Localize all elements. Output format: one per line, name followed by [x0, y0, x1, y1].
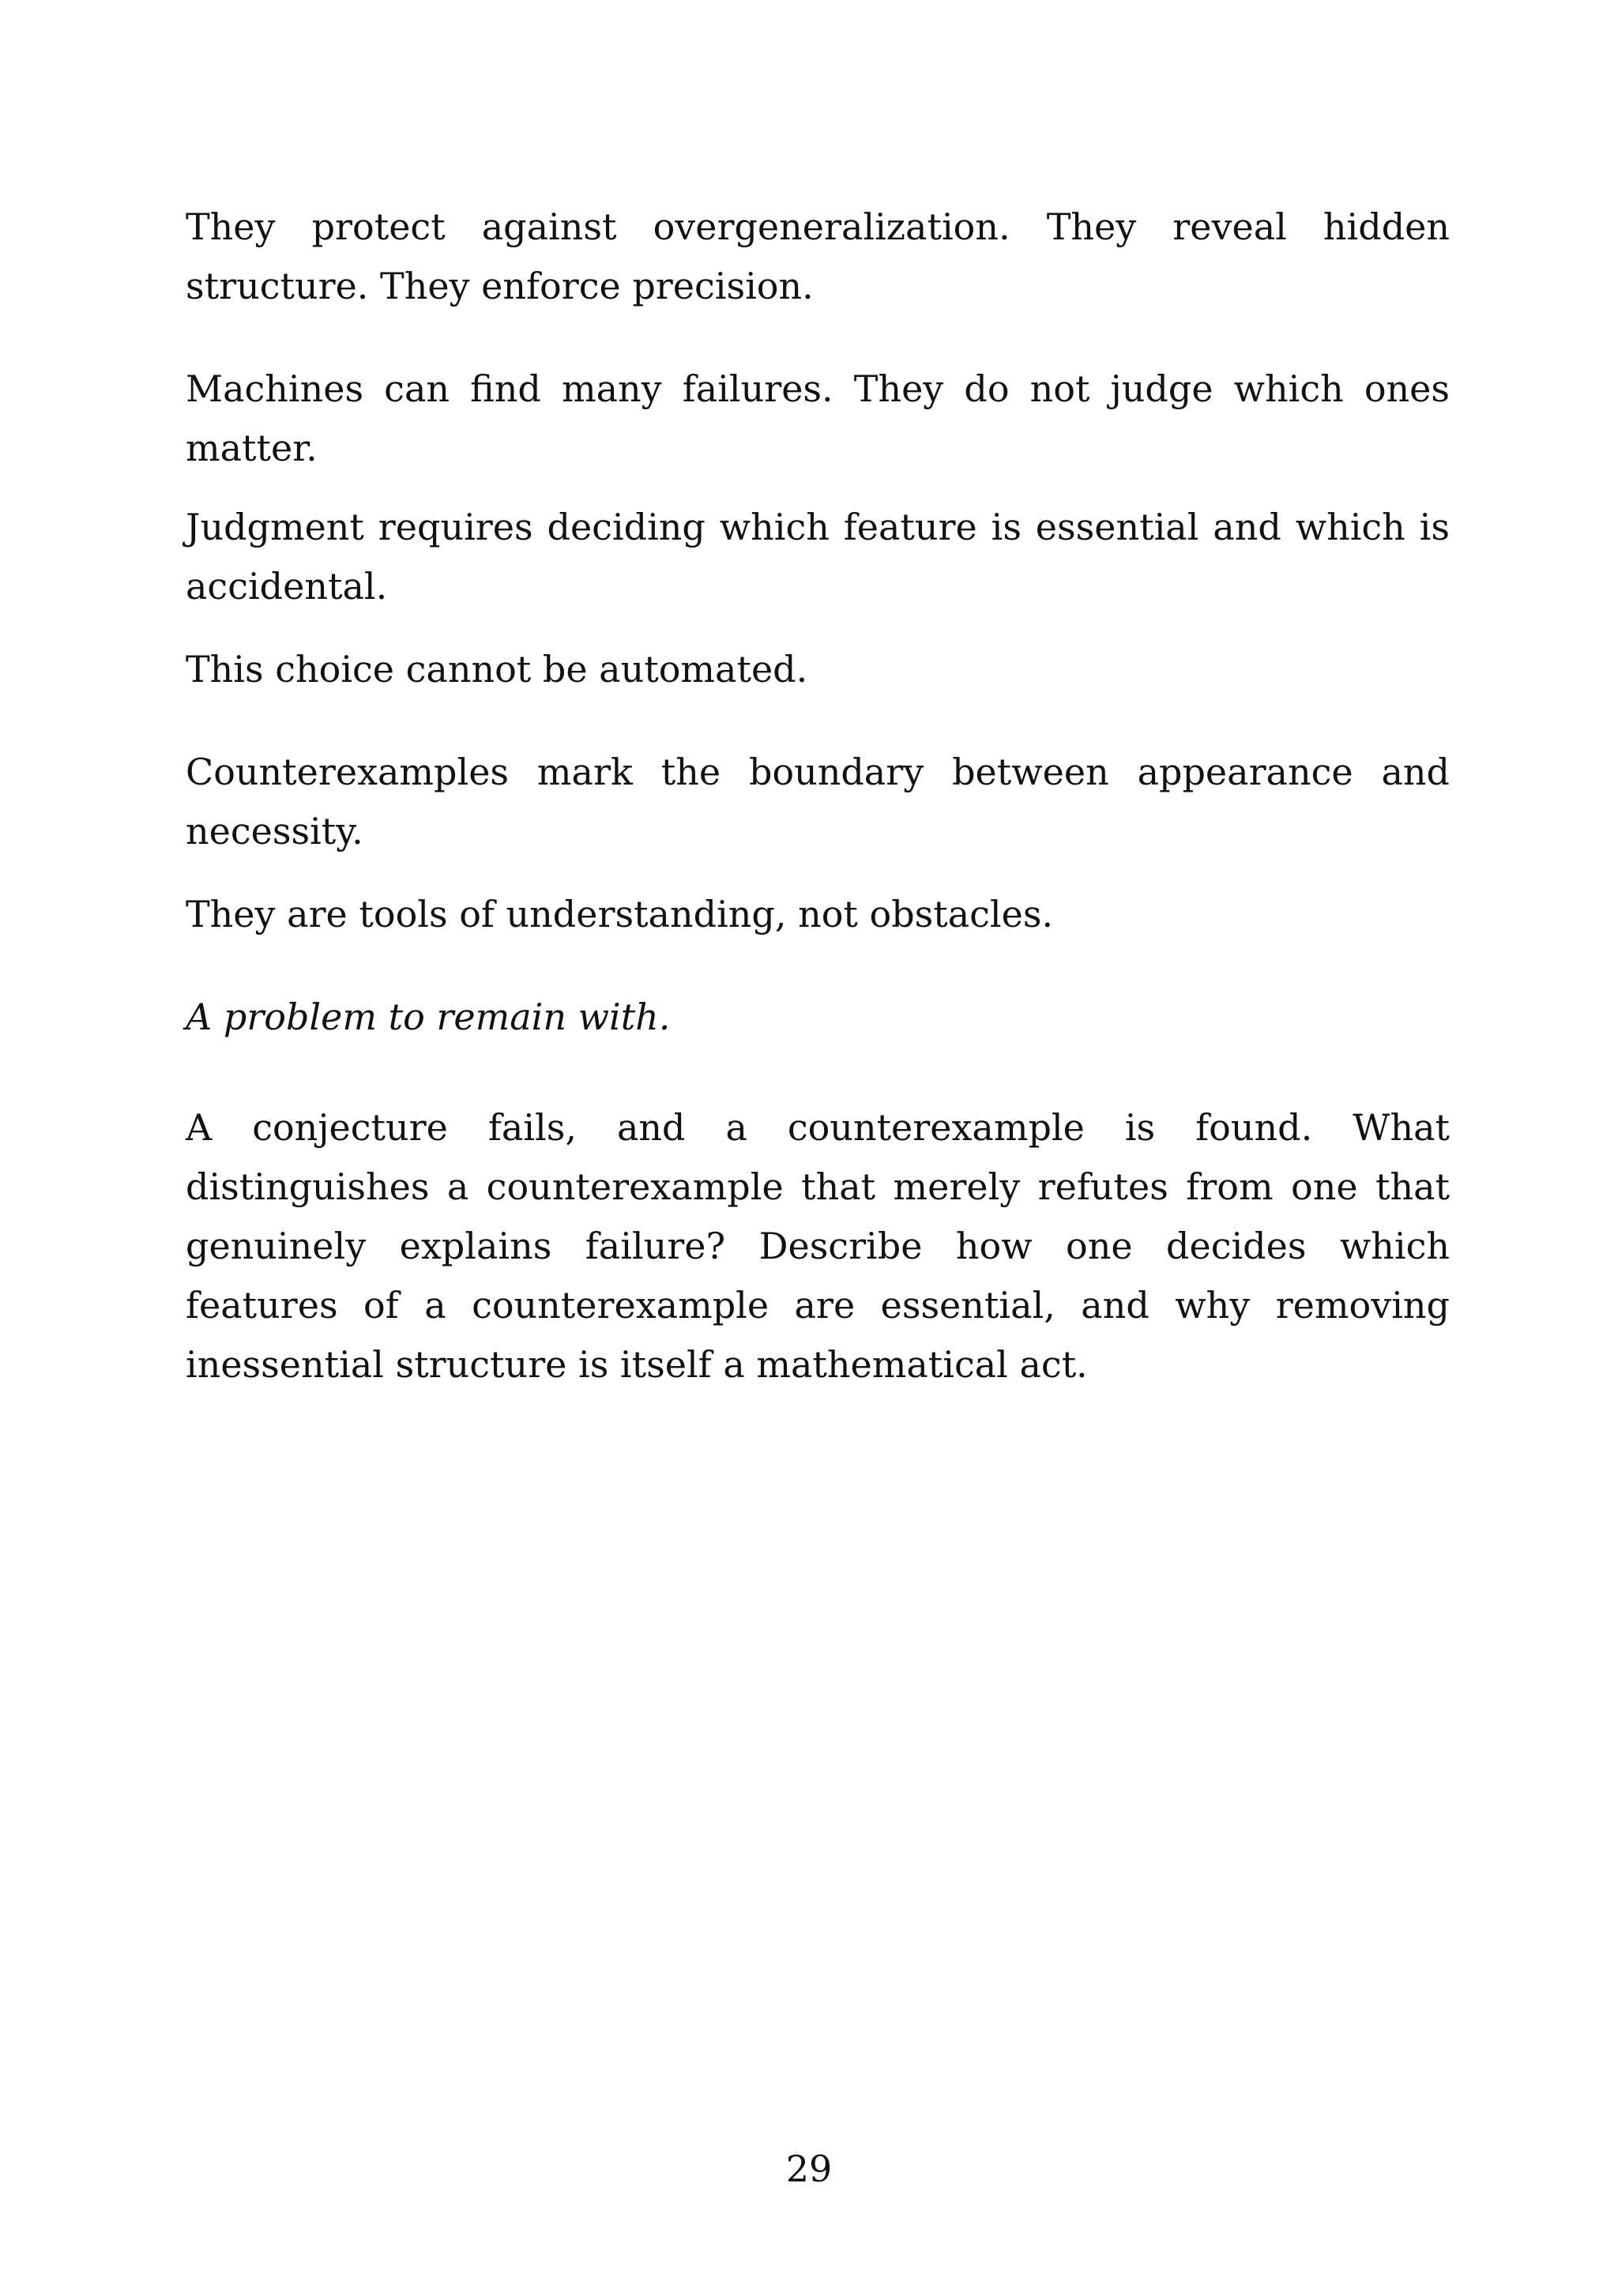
paragraph-text: They protect against overgeneralization. They reveal hidden structure. They enforce precision. — [186, 205, 1450, 307]
paragraph-text: This choice cannot be automated. — [186, 648, 808, 691]
problem-heading-text: A problem to remain with. — [186, 996, 671, 1038]
paragraph-text: Judgment requires deciding which feature is essential and which is accidental. — [186, 506, 1450, 608]
page-number: 29 — [785, 2147, 833, 2190]
paragraph-1 — [186, 198, 1450, 316]
paragraph-2 — [186, 359, 1450, 478]
paragraph-6 — [186, 885, 1450, 944]
paragraph-text: Machines can find many failures. They do not judge which ones matter. — [186, 367, 1450, 469]
paragraph-text: A conjecture fails, and a counterexample is found. What distinguishes a counterexample that merely refutes from one that genuinely explains failure? Describe how one decides which features of a counterexample are essential, and why removing inessential structure is itself a mathematical act. — [186, 1106, 1450, 1386]
paragraph-text: They are tools of understanding, not obstacles. — [186, 893, 1054, 935]
problem-heading — [186, 988, 1450, 1047]
paragraph-3 — [186, 498, 1450, 616]
paragraph-5 — [186, 743, 1450, 861]
paragraph-text: Counterexamples mark the boundary between appearance and necessity. — [186, 751, 1450, 853]
paragraph-4 — [186, 640, 1450, 699]
problem-statement — [186, 1098, 1450, 1395]
